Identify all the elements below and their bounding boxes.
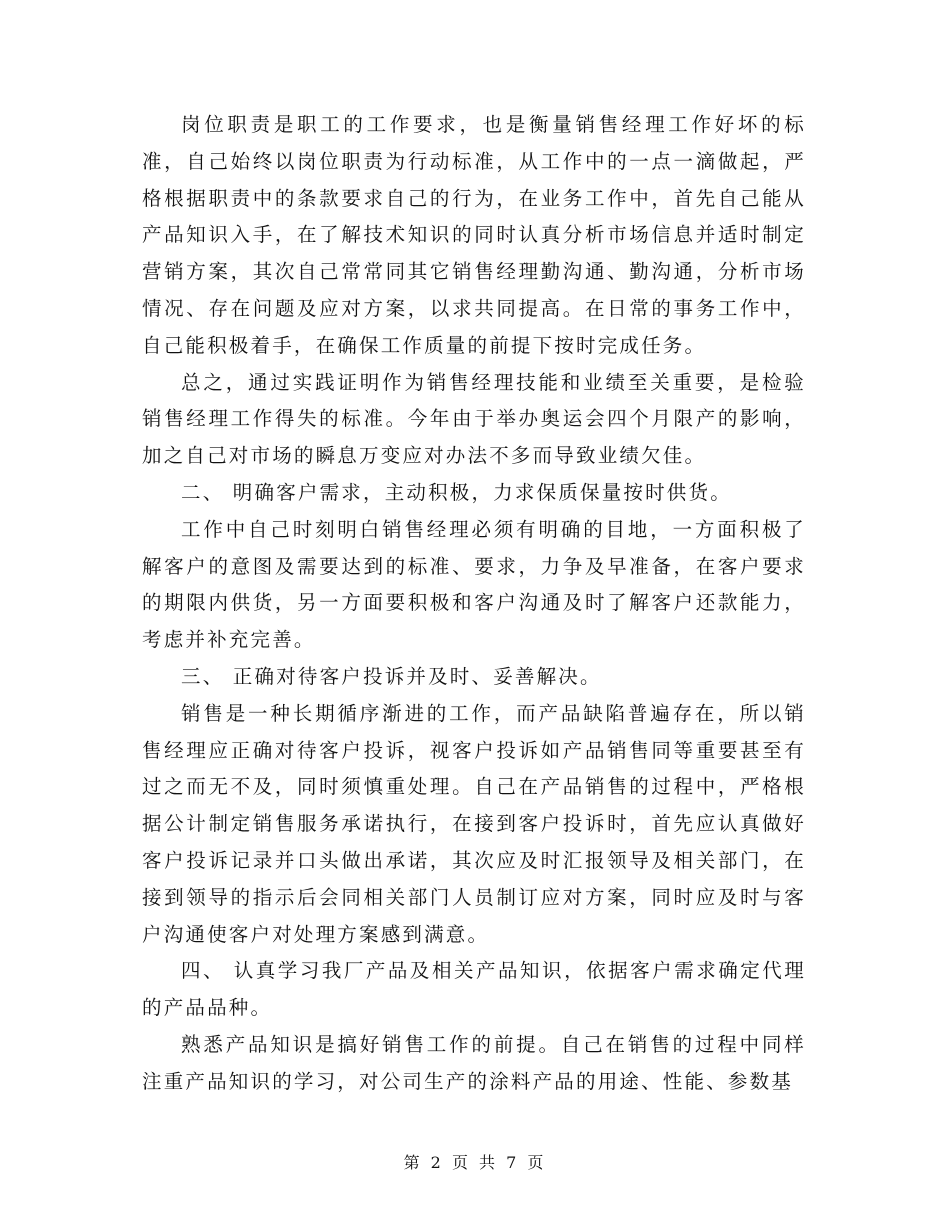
- section-heading-2: 二、 明确客户需求，主动积极，力求保质保量按时供货。: [181, 480, 732, 504]
- page-number-footer: 第 2 页 共 7 页: [403, 1153, 547, 1172]
- document-body: [142, 107, 806, 1101]
- paragraph-product-knowledge: 熟悉产品知识是搞好销售工作的前提。自己在销售的过程中同样注重产品知识的学习，对公司生产的涂料产品的用途、性能、参数基: [142, 1032, 806, 1093]
- paragraph-customer-needs: 工作中自己时刻明白销售经理必须有明确的目地，一方面积极了解客户的意图及需要达到的标准、要求，力争及早准备，在客户要求的期限内供货，另一方面要积极和客户沟通及时了解客户还款能力，考虑并补充完善。: [142, 517, 806, 652]
- paragraph-summary: 总之，通过实践证明作为销售经理技能和业绩至关重要，是检验销售经理工作得失的标准。今年由于举办奥运会四个月限产的影响，加之自己对市场的瞬息万变应对办法不多而导致业绩欠佳。: [142, 370, 806, 468]
- section-heading-3: 三、 正确对待客户投诉并及时、妥善解决。: [181, 664, 602, 688]
- paragraph-duties: 岗位职责是职工的工作要求，也是衡量销售经理工作好坏的标准，自己始终以岗位职责为行动标准，从工作中的一点一滴做起，严格根据职责中的条款要求自己的行为，在业务工作中，首先自己能从产品知识入手，在了解技术知识的同时认真分析市场信息并适时制定营销方案，其次自己常常同其它销售经理勤沟通、勤沟通，分析市场情况、存在问题及应对方案，以求共同提高。在日常的事务工作中，自己能积极着手，在确保工作质量的前提下按时完成任务。: [142, 113, 806, 357]
- paragraph-complaints: 销售是一种长期循序渐进的工作，而产品缺陷普遍存在，所以销售经理应正确对待客户投诉，视客户投诉如产品销售同等重要甚至有过之而无不及，同时须慎重处理。自己在产品销售的过程中，严格根据公计制定销售服务承诺执行，在接到客户投诉时，首先应认真做好客户投诉记录并口头做出承诺，其次应及时汇报领导及相关部门，在接到领导的指示后会同相关部门人员制订应对方案，同时应及时与客户沟通使客户对处理方案感到满意。: [142, 701, 806, 946]
- section-heading-4: 四、 认真学习我厂产品及相关产品知识，依据客户需求确定代理的产品品种。: [142, 959, 806, 1020]
